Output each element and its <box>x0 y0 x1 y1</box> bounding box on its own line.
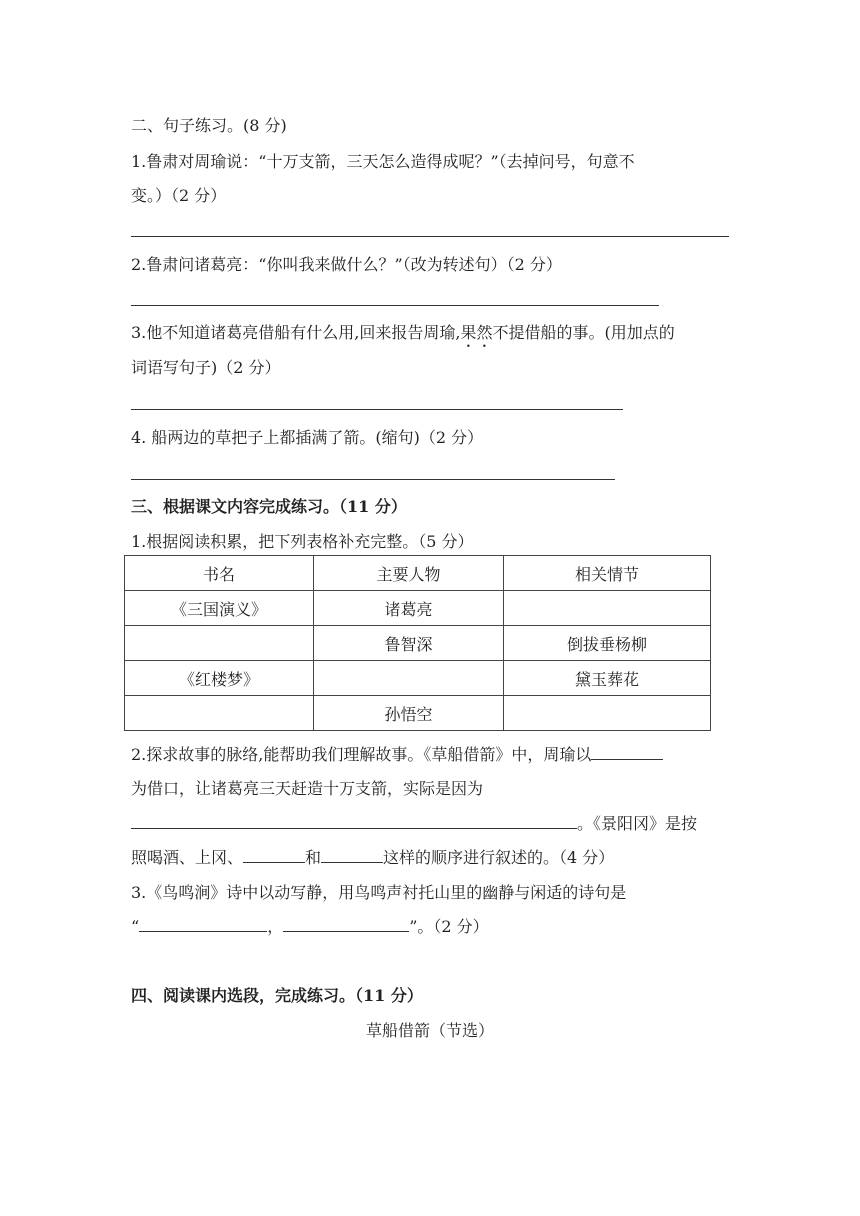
answer-line[interactable] <box>131 409 623 410</box>
table-cell: 倒拔垂杨柳 <box>504 626 711 661</box>
fill-blank[interactable] <box>283 917 409 932</box>
s3-q2-line3 <box>131 814 697 834</box>
q2-text-d: 照喝酒、上冈、 <box>131 848 244 867</box>
section4-heading: 四、阅读课内选段，完成练习。（11 分） <box>131 986 423 1005</box>
q3-dotted-word: 果然 <box>460 323 493 342</box>
table-row <box>125 591 711 626</box>
table-row <box>125 626 711 661</box>
fill-blank[interactable] <box>321 848 383 863</box>
fill-blank[interactable] <box>139 917 267 932</box>
s2-q3-line1 <box>131 323 675 351</box>
q3-text-b: 不提借船的事。(用加点的 <box>492 323 675 342</box>
fill-blank[interactable] <box>131 814 577 829</box>
s2-q4: 4. 船两边的草把子上都插满了箭。(缩句)（2 分） <box>131 428 484 447</box>
answer-line[interactable] <box>131 236 729 237</box>
s3-q2-line1 <box>131 745 663 765</box>
q2-text-c: 。《景阳冈》是按 <box>577 814 698 833</box>
table-row <box>125 696 711 731</box>
table-cell: 鲁智深 <box>314 626 504 661</box>
table-row <box>125 661 711 696</box>
table-cell: 黛玉葬花 <box>504 661 711 696</box>
passage-title: 草船借箭（节选） <box>365 1021 494 1040</box>
q3-close: ”。（2 分） <box>409 917 489 936</box>
fill-blank[interactable] <box>243 848 305 863</box>
q2-text-e: 和 <box>305 848 322 867</box>
q3-text-a: 3.他不知道诸葛亮借船有什么用,回来报告周瑜, <box>131 323 461 342</box>
answer-line[interactable] <box>131 479 615 480</box>
q2-text-a: 2.探求故事的脉络,能帮助我们理解故事。《草船借箭》中，周瑜以 <box>131 745 592 764</box>
s2-q1-line1: 1.鲁肃对周瑜说：“十万支箭，三天怎么造得成呢？”（去掉问号，句意不 <box>131 152 635 171</box>
q2-text-f: 这样的顺序进行叙述的。（4 分） <box>383 848 615 867</box>
table-cell: 《三国演义》 <box>125 591 314 626</box>
table-cell-blank[interactable] <box>125 696 314 731</box>
s3-q3-line2 <box>131 917 489 937</box>
s3-q3-line1: 3.《鸟鸣涧》诗中以动写静，用鸟鸣声衬托山里的幽静与闲适的诗句是 <box>131 883 627 902</box>
q3-open-quote: “ <box>131 917 140 936</box>
s3-q2-line4 <box>131 848 614 868</box>
table-header: 书名 <box>125 556 314 591</box>
table-cell-blank[interactable] <box>314 661 504 696</box>
section3-heading: 三、根据课文内容完成练习。（11 分） <box>131 497 407 516</box>
table-cell: 孙悟空 <box>314 696 504 731</box>
table-header: 主要人物 <box>314 556 504 591</box>
table-header-row <box>125 556 711 591</box>
table-cell-blank[interactable] <box>125 626 314 661</box>
table-header: 相关情节 <box>504 556 711 591</box>
section2-heading: 二、句子练习。(8 分) <box>131 116 287 135</box>
fill-blank[interactable] <box>591 745 663 760</box>
s2-q3-line2: 词语写句子)（2 分） <box>131 358 281 377</box>
answer-line[interactable] <box>131 305 659 306</box>
s3-q2-line2: 为借口，让诸葛亮三天赶造十万支箭，实际是因为 <box>131 779 484 798</box>
s3-q1: 1.根据阅读积累，把下列表格补充完整。（5 分） <box>131 532 474 551</box>
q3-comma: ， <box>267 917 284 936</box>
table-cell: 诸葛亮 <box>314 591 504 626</box>
table-cell-blank[interactable] <box>504 696 711 731</box>
s2-q2: 2.鲁肃问诸葛亮：“你叫我来做什么？”（改为转述句）（2 分） <box>131 255 562 274</box>
reading-table <box>124 555 711 731</box>
table-cell: 《红楼梦》 <box>125 661 314 696</box>
table-cell-blank[interactable] <box>504 591 711 626</box>
s2-q1-line2: 变。）（2 分） <box>131 186 227 205</box>
